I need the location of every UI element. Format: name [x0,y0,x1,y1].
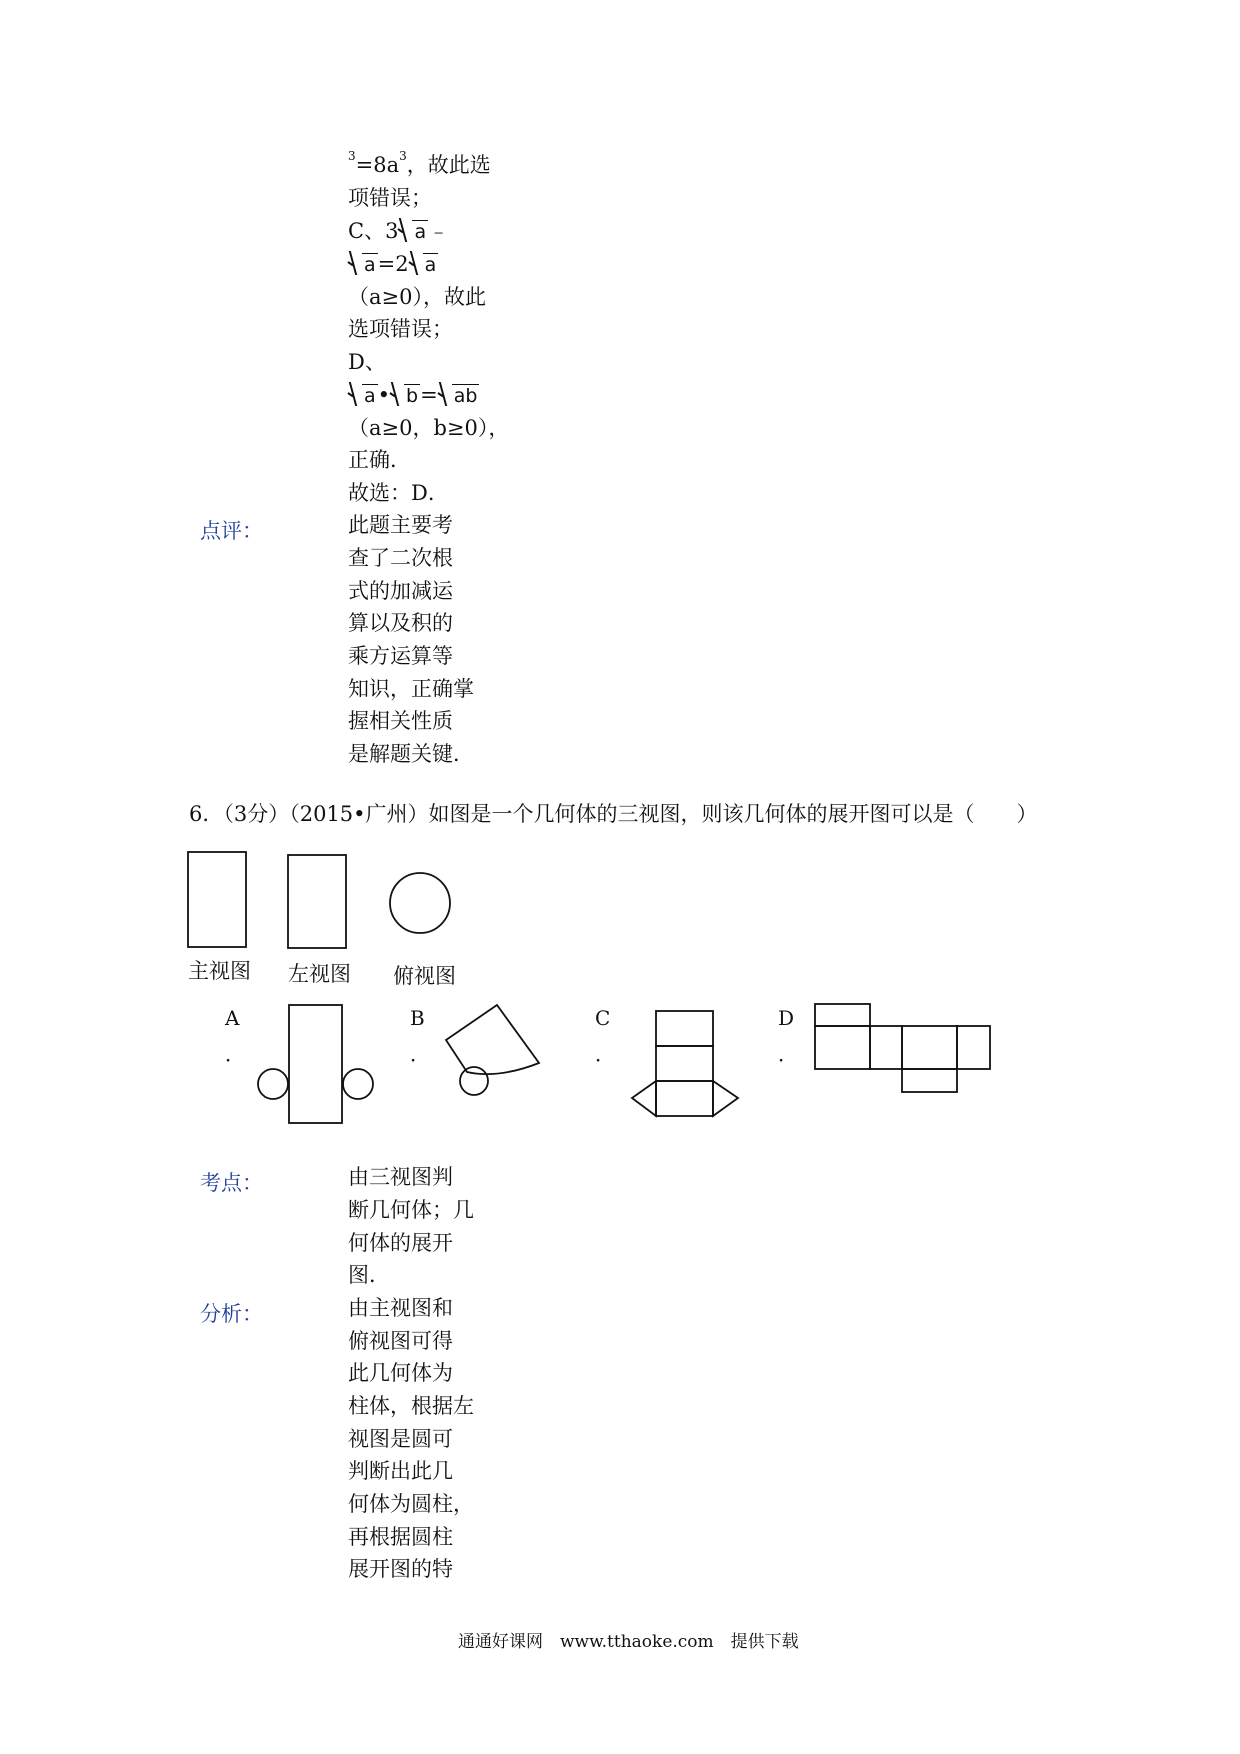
option-d-rect-bottom [902,1069,957,1092]
option-b-conclusion: 项错误； [348,186,432,210]
review-line: 知识，正确掌 [348,677,474,701]
fenxi-line: 何体为圆柱， [348,1492,474,1516]
superscript-3b: 3 [399,149,407,163]
fenxi-label: 分析： [200,1302,263,1326]
option-c-rect-mid [656,1046,713,1081]
option-b-sector [446,1005,539,1074]
review-line: 算以及积的 [348,611,453,635]
sqrt-symbol: a [398,216,428,247]
review-line: 是解题关键． [348,742,474,766]
superscript-3: 3 [348,149,356,163]
option-d-dot: ． [778,1042,798,1066]
option-c-rect-top [656,1011,713,1046]
left-view-label: 左视图 [288,962,351,986]
review-line: 式的加减运 [348,579,453,603]
option-a-circle-left [258,1069,288,1099]
fenxi-line: 柱体，根据左 [348,1394,474,1418]
option-c-line1: C、3 a﹣ [348,216,449,247]
option-a-rect [289,1005,342,1123]
option-d-line3: （a≥0，b≥0）， [348,416,510,440]
option-b-tail: ，故此选 [406,153,491,177]
front-view-label: 主视图 [188,959,251,983]
option-d-rect-top [815,1004,870,1026]
sqrt-symbol: a [348,380,378,411]
kaodian-line: 由三视图判 [348,1165,453,1189]
option-c-rect-bottom [656,1081,713,1116]
option-a-letter: A [225,1006,240,1030]
fenxi-line: 俯视图可得 [348,1329,453,1353]
fenxi-line: 再根据圆柱 [348,1525,453,1549]
answer-line: 故选：D． [348,481,449,505]
option-b-expr: =8a [355,153,400,177]
sqrt-symbol: a [409,249,439,280]
kaodian-line: 何体的展开 [348,1231,453,1255]
option-c-triangle-left [632,1081,656,1116]
option-c-letter: C [595,1006,611,1030]
page-footer: 通通好课网 www.tthaoke.com 提供下载 [458,1632,799,1652]
option-b-dot: ． [410,1042,430,1066]
option-d-letter: D [778,1006,795,1030]
option-d-rect-2 [870,1026,902,1069]
sqrt-symbol: b [390,380,420,411]
top-view-circle [390,873,450,933]
top-view-label: 俯视图 [393,964,456,988]
option-c-line3: （a≥0），故此 [348,285,486,309]
option-d-rect-1 [815,1026,870,1069]
option-d-rect-4 [957,1026,990,1069]
option-c-dot: ． [595,1042,615,1066]
review-line: 此题主要考 [348,513,453,537]
fenxi-line: 由主视图和 [348,1296,453,1320]
option-a-circle-right [343,1069,373,1099]
review-line: 握相关性质 [348,709,453,733]
kaodian-label: 考点： [200,1171,263,1195]
option-d-line1: D、 [348,350,386,374]
option-d-line2: a• b= ab [348,380,479,411]
front-view-rect [188,852,246,947]
left-view-rect [288,855,346,948]
fenxi-line: 此几何体为 [348,1361,453,1385]
option-c-triangle-right [713,1081,738,1116]
fenxi-line: 判断出此几 [348,1459,453,1483]
option-c-line2: a=2 a [348,249,438,280]
option-b-circle [460,1067,488,1095]
option-c-line4: 选项错误； [348,317,453,341]
kaodian-line: 图． [348,1263,390,1287]
review-line: 乘方运算等 [348,644,453,668]
kaodian-line: 断几何体；几 [348,1198,474,1222]
fenxi-line: 视图是圆可 [348,1427,453,1451]
option-d-rect-3 [902,1026,957,1069]
option-b-letter: B [410,1006,425,1030]
review-label: 点评： [200,519,263,543]
fenxi-line: 展开图的特 [348,1557,453,1581]
sqrt-symbol: a [348,249,378,280]
option-a-dot: ． [225,1042,245,1066]
option-d-line4: 正确． [348,448,411,472]
question-stem: 6．（3分）（2015•广州）如图是一个几何体的三视图，则该几何体的展开图可以是（ ） [189,802,1038,826]
review-line: 查了二次根 [348,546,453,570]
sqrt-symbol: ab [438,380,480,411]
